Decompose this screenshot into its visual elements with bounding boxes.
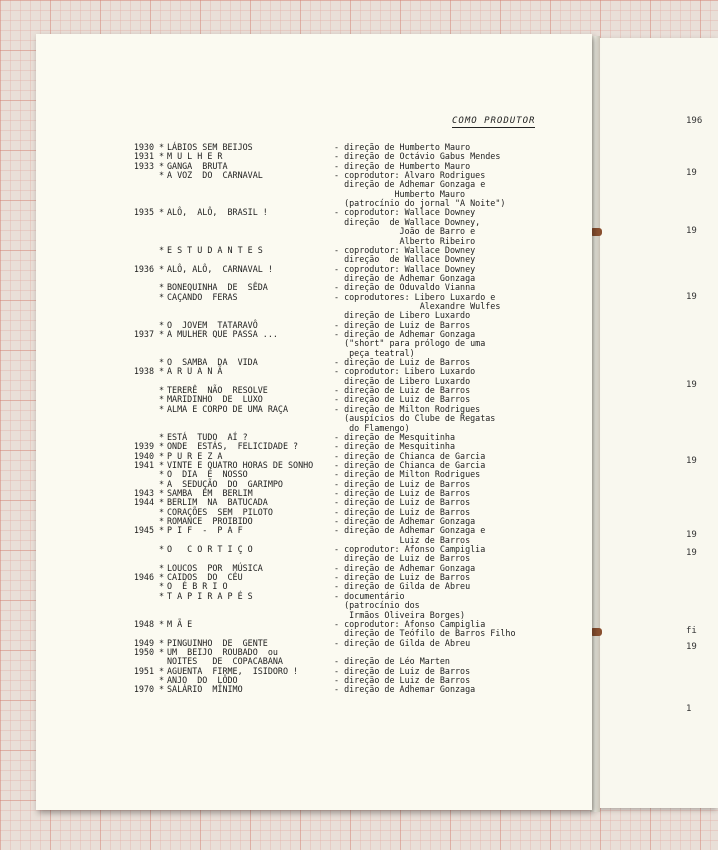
entry-bullet: * [159,385,165,396]
entry-bullet: * [159,291,165,302]
entry-credit: - direção de Luiz de Barros [334,487,471,498]
entry-credit: - direção de Luiz de Barros [334,665,471,676]
entry-title: BERLIM NA BATUCADA [167,497,268,508]
entry-title: CAÇANDO FERAS [167,291,238,302]
entry-credit: - coprodutor: Libero Luxardo [334,366,476,377]
entry-title: ALMA E CORPO DE UMA RAÇA [167,403,289,414]
entry-credit: Irmãos Oliveira Borges) [334,609,466,620]
right-page-mark: 19 [686,292,697,302]
entry-bullet: * [159,478,165,489]
entry-bullet: * [159,282,165,293]
entry-bullet: * [159,329,165,339]
entry-title: LOUCOS POR MÚSICA [167,562,263,573]
entry-credit: - direção de Milton Rodrigues [334,403,481,414]
entry-credit: - coprodutor: Alvaro Rodrigues [334,170,486,181]
entry-year: 1936 [133,263,154,274]
entry-bullet: * [159,572,165,583]
entry-bullet: * [159,403,165,414]
entry-bullet: * [159,590,165,601]
entry-title: SAMBA EM BERLIM [167,487,253,498]
entry-year: 1940 [133,450,154,461]
entry-credit: direção de Libero Luxardo [334,310,471,321]
entry-bullet: * [159,441,165,452]
entry-credit: - direção de Gilda de Abreu [334,637,471,648]
entry-title: P I F - P A F [167,525,243,536]
entry-bullet: * [159,263,165,274]
entry-title: CORAÇÕES SEM PILOTO [167,506,273,517]
entry-credit: - coprodutores: Libero Luxardo e [334,291,496,302]
entry-credit: Alexandre Wulfes [334,300,501,311]
entry-bullet: * [159,394,165,405]
entry-credit: peça teatral) [334,347,415,358]
entry-bullet: * [159,562,165,573]
entry-bullet: * [159,525,165,536]
entry-bullet: * [159,618,165,629]
entry-year: 1945 [133,525,154,536]
right-page-mark: 19 [686,456,697,466]
entry-credit: - direção de Luiz de Barros [334,674,471,685]
entry-credit: direção de Wallace Downey, [334,216,481,227]
entry-credit: - direção de Luiz de Barros [334,394,471,405]
entry-credit: - direção de Gilda de Abreu [334,581,471,592]
entry-title: O JOVEM TATARAVÔ [167,319,258,330]
entry-title: BONEQUINHA DE SÊDA [167,282,268,293]
entry-bullet: * [159,544,165,555]
entry-bullet: * [159,366,165,377]
entry-bullet: * [159,319,165,330]
entry-title: O DIA É NOSSO [167,469,248,480]
entry-credit: - direção de Luiz de Barros [334,319,471,330]
entry-bullet: * [159,646,165,657]
entry-title: SALÁRIO MÍNIMO [167,684,243,695]
entry-bullet: * [159,142,165,152]
entry-year: 1937 [133,329,154,339]
entry-title: LÁBIOS SEM BEIJOS [167,142,253,152]
entry-credit: João de Barro e [334,226,476,237]
entry-title: NOITES DE COPACABANA [167,656,283,667]
entry-year: 1950 [133,646,154,657]
entry-credit: direção de Luiz de Barros [334,553,471,564]
entry-bullet: * [159,170,165,181]
entry-credit: direção de Teófilo de Barros Filho [334,628,516,639]
right-page-mark: fi [686,626,697,636]
entry-title: O C O R T I Ç O [167,544,253,555]
entry-bullet: * [159,684,165,695]
right-page-mark: 19 [686,548,697,558]
entry-credit: ("short" para prólogo de uma [334,338,486,349]
entry-credit: - direção de Luiz de Barros [334,497,471,508]
entry-title: ALÔ, ALÔ, BRASIL ! [167,207,268,218]
entry-credit: - direção de Milton Rodrigues [334,469,481,480]
entry-bullet: * [159,357,165,368]
entry-title: ONDE ESTÁS, FELICIDADE ? [167,441,299,452]
entry-title: O É B R I O [167,581,228,592]
entry-title: PINGUINHO DE GENTE [167,637,268,648]
entry-title: O SAMBA DA VIDA [167,357,258,368]
entry-credit: - direção de Adhemar Gonzaga [334,516,476,526]
entry-credit: - direção de Chianca de Garcia [334,450,486,461]
entry-credit: - direção de Octávio Gabus Mendes [334,151,501,162]
entry-title: MARIDINHO DE LUXO [167,394,263,405]
entry-title: ESTÁ TUDO AÍ ? [167,431,248,442]
entry-bullet: * [159,431,165,442]
entry-title: A SEDUÇÃO DO GARIMPO [167,478,283,489]
right-page-mark: 19 [686,168,697,178]
entry-credit: - direção de Chianca de Garcia [334,459,486,470]
entry-title: P U R E Z A [167,450,223,461]
entry-bullet: * [159,506,165,517]
entry-credit: - direção de Adhemar Gonzaga e [334,525,486,536]
entry-bullet: * [159,160,165,171]
entry-credit: - direção de Luiz de Barros [334,385,471,396]
entry-credit: - coprodutor: Wallace Downey [334,263,476,274]
entry-credit: - direção de Luiz de Barros [334,572,471,583]
entry-credit: direção de Adhemar Gonzaga [334,272,476,283]
entry-bullet: * [159,581,165,592]
entry-bullet: * [159,450,165,461]
entry-title: GANGA BRUTA [167,160,228,171]
entry-credit: - direção de Humberto Mauro [334,142,471,152]
entry-year: 1943 [133,487,154,498]
entry-credit: - coprodutor: Wallace Downey [334,244,476,255]
entry-credit: - direção de Adhemar Gonzaga [334,684,476,695]
entry-title: TERERÊ NÃO RESOLVE [167,385,268,396]
entry-bullet: * [159,459,165,470]
entry-title: M U L H E R [167,151,223,162]
entry-credit: - coprodutor: Afonso Campiglia [334,618,486,629]
right-page-mark: 19 [686,530,697,540]
entry-credit: - direção de Humberto Mauro [334,160,471,171]
entry-credit: - direção de Luiz de Barros [334,506,471,517]
entry-bullet: * [159,637,165,648]
entry-title: T A P I R A P É S [167,590,253,601]
right-page-mark: 19 [686,380,697,390]
entry-credit: - direção de Oduvaldo Vianna [334,282,476,293]
entry-bullet: * [159,244,165,255]
entry-credit: Alberto Ribeiro [334,235,476,246]
entry-year: 1951 [133,665,154,676]
entry-credit: (auspícios do Clube de Regatas [334,413,496,424]
entry-title: E S T U D A N T E S [167,244,263,255]
entry-bullet: * [159,151,165,162]
entry-credit: - direção de Mesquitinha [334,431,456,442]
entry-year: 1949 [133,637,154,648]
entry-credit: direção de Wallace Downey [334,254,476,265]
right-page [598,38,718,808]
entry-title: A MULHER QUE PASSA ... [167,329,278,339]
entry-year: 1935 [133,207,154,218]
entry-title: AGUENTA FIRME, ISIDORO ! [167,665,299,676]
entry-title: VINTE E QUATRO HORAS DE SONHO [167,459,314,470]
entry-year: 1930 [133,142,154,152]
entry-title: ALÔ, ALÔ, CARNAVAL ! [167,263,273,274]
entry-year: 1939 [133,441,154,452]
filmography-row [0,684,560,694]
right-page-mark: 19 [686,226,697,236]
right-page-mark: 19 [686,642,697,652]
entry-bullet: * [159,674,165,685]
entry-year: 1931 [133,151,154,162]
entry-bullet: * [159,469,165,480]
entry-title: A R U A N Ã [167,366,223,377]
entry-title: M Ã E [167,618,193,629]
entry-credit: (patrocínio dos [334,600,420,611]
entry-credit: - documentário [334,590,405,601]
entry-credit: - direção de Léo Marten [334,656,450,667]
entry-bullet: * [159,665,165,676]
entry-credit: - direção de Mesquitinha [334,441,456,452]
entry-title: A VOZ DO CARNAVAL [167,170,263,181]
entry-year: 1941 [133,459,154,470]
entry-bullet: * [159,516,165,526]
right-page-mark: 196 [686,116,703,126]
entry-credit: direção de Adhemar Gonzaga e [334,179,486,190]
entry-credit: - direção de Adhemar Gonzaga [334,329,476,339]
entry-credit: - direção de Adhemar Gonzaga [334,562,476,573]
entry-year: 1938 [133,366,154,377]
entry-credit: - direção de Luiz de Barros [334,357,471,368]
section-title: COMO PRODUTOR [452,116,536,126]
entry-year: 1933 [133,160,154,171]
entry-year: 1944 [133,497,154,508]
entry-credit: Luiz de Barros [334,534,471,545]
entry-title: ANJO DO LÔDO [167,674,238,685]
entry-credit: do Flamengo) [334,422,410,433]
entry-year: 1946 [133,572,154,583]
entry-year: 1948 [133,618,154,629]
entry-title: UM BEIJO ROUBADO ou [167,646,278,657]
entry-year: 1970 [133,684,154,695]
entry-credit: direção de Libero Luxardo [334,375,471,386]
entry-credit: Humberto Mauro [334,188,466,199]
entry-credit: - direção de Luiz de Barros [334,478,471,489]
entry-bullet: * [159,207,165,218]
entry-credit: - coprodutor: Wallace Downey [334,207,476,218]
entry-title: ROMANCE PROIBIDO [167,516,253,526]
entry-bullet: * [159,487,165,498]
right-page-mark: 1 [686,704,692,714]
entry-bullet: * [159,497,165,508]
entry-credit: (patrocínio do jornal "A Noite") [334,198,506,209]
entry-credit: - coprodutor: Afonso Campiglia [334,544,486,555]
entry-title: CAIDOS DO CÉU [167,572,243,583]
